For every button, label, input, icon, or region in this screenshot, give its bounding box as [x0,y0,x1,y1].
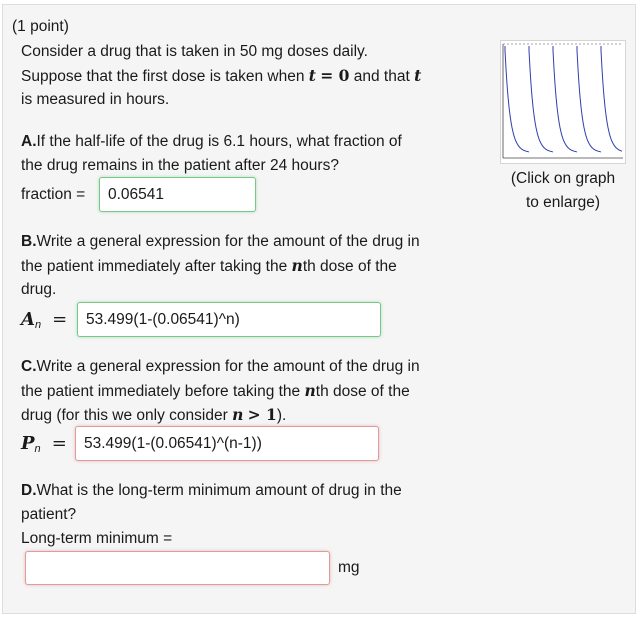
dose-decay-graph[interactable] [501,41,625,163]
graph-caption[interactable]: (Click on graph to enlarge) [510,170,616,211]
dose-curve [553,46,577,152]
dose-curve [601,46,622,151]
points-label: (1 point) [12,18,69,35]
math-t: t [414,66,422,85]
partC-line-1: C.Write a general expression for the amount of the drug in [21,358,420,375]
partA-line-1: A.If the half-life of the drug is 6.1 hours, what fraction of [21,133,402,150]
math-eq-zero: = 0 [320,66,350,85]
partD-line-2: patient? [21,506,77,523]
partB-line-2: the patient immediately after taking the nth dose of the [21,256,397,275]
Pn-input[interactable]: 53.499(1-(0.06541)^(n-1)) [75,426,379,461]
partB-line-1: B.Write a general expression for the amount of the drug in [21,233,420,250]
An-input[interactable]: 53.499(1-(0.06541)^n) [77,302,381,337]
intro-line-1: Consider a drug that is taken in 50 mg doses daily. [21,43,368,60]
partD-line-1: D.What is the long-term minimum amount of drug in the [21,482,402,499]
long-term-minimum-label: Long-term minimum = [21,530,173,547]
dose-curve [529,46,553,152]
partB-line-3: drug. [21,281,57,298]
fraction-input[interactable]: 0.06541 [99,177,256,212]
An-label: An = [21,309,68,331]
partC-line-3: drug (for this we only consider n > 1). [21,405,287,424]
partC-line-2: the patient immediately before taking the nth dose of the [21,381,410,400]
dose-curve [505,46,529,152]
fraction-label: fraction = [21,186,86,203]
dose-curve [577,46,601,152]
intro-line-2: Suppose that the first dose is taken when t = 0 and that t [21,66,422,85]
graph-thumbnail[interactable] [500,40,626,164]
Pn-label: Pn = [21,433,67,455]
partA-line-2: the drug remains in the patient after 24 hours? [21,157,339,174]
unit-mg: mg [338,559,360,576]
intro-line-3: is measured in hours. [21,91,170,108]
long-term-minimum-input[interactable] [25,551,330,585]
math-t: t [308,66,316,85]
